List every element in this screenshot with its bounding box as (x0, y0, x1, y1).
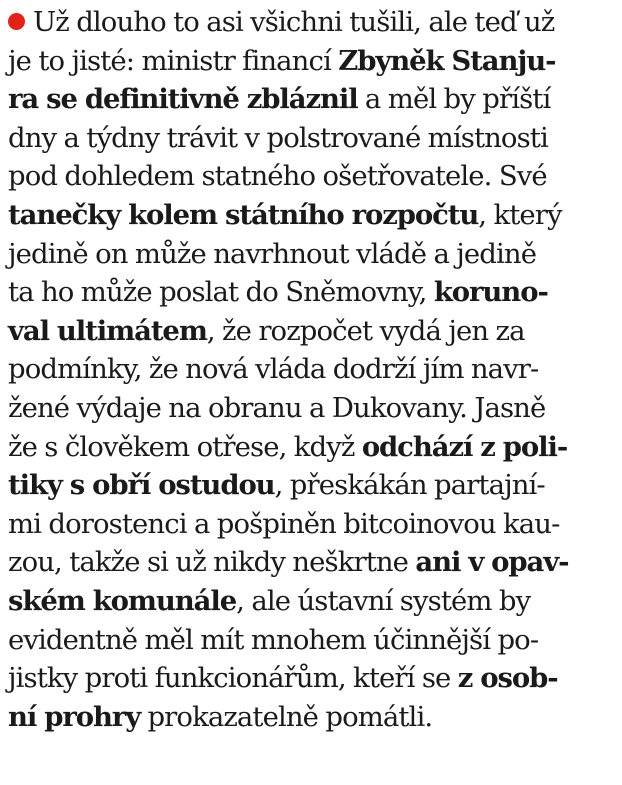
bold-text-segment: tiky s obří ostudou (8, 469, 275, 502)
red-dot-icon (8, 13, 25, 30)
bold-text-segment: val ultimátem (8, 314, 207, 347)
article-body (8, 3, 620, 736)
text-segment: , přeskákán partajní- (274, 469, 545, 502)
bold-text-segment: tanečky kolem státního rozpočtu (8, 198, 479, 231)
text-segment: dny a týdny trávit v polstrované místnosti (8, 121, 548, 154)
bold-text-segment: ském komunále (8, 584, 237, 617)
text-segment: zou, takže si už nikdy neškrtne (8, 546, 416, 579)
text-segment: pod dohledem statného ošetřovatele. Své (8, 160, 547, 193)
text-segment: jedině on může navrhnout vládě a jedině (8, 237, 537, 270)
text-line (8, 42, 620, 81)
text-segment: Už dlouho to asi všichni tušili, ale teď už (33, 6, 555, 38)
text-line (8, 3, 620, 42)
text-line (8, 505, 620, 544)
text-segment: , který (478, 198, 562, 231)
bold-text-segment: ra se definitivně zbláznil (8, 83, 358, 116)
text-line (8, 273, 620, 312)
text-segment: evidentně měl mít mnohem účinnější po- (8, 623, 539, 656)
text-segment: , ale ústavní systém by (236, 584, 531, 617)
bold-text-segment: odchází z poli- (361, 430, 568, 463)
text-segment: že s člověkem otřese, když (8, 430, 362, 463)
text-line (8, 621, 620, 660)
text-segment: podmínky, že nová vláda dodrží jím navr- (8, 353, 539, 386)
text-line (8, 350, 620, 389)
text-segment: a měl by příští (357, 83, 551, 116)
text-line (8, 312, 620, 351)
text-line (8, 196, 620, 235)
text-segment: prokazatelně pomátli. (140, 700, 433, 733)
text-line (8, 543, 620, 582)
text-segment: ta ho může poslat do Sněmovny, (8, 276, 434, 309)
text-line (8, 466, 620, 505)
text-segment: , že rozpočet vydá jen za (206, 314, 525, 347)
text-line (8, 698, 620, 737)
bold-text-segment: Zbyněk Stanju- (338, 44, 556, 77)
bold-text-segment: koruno- (433, 276, 548, 309)
text-segment: je to jisté: ministr financí (8, 44, 339, 77)
text-line (8, 119, 620, 158)
bold-text-segment: ní prohry (8, 700, 141, 733)
text-line (8, 659, 620, 698)
text-line (8, 235, 620, 274)
text-segment: žené výdaje na obranu a Dukovany. Jasně (8, 391, 546, 424)
text-line (8, 157, 620, 196)
bold-text-segment: ani v opav- (415, 546, 569, 579)
text-line (8, 80, 620, 119)
text-line (8, 582, 620, 621)
text-segment: mi dorostenci a pošpiněn bitcoinovou kau- (8, 507, 560, 540)
text-segment: jistky proti funkcionářům, kteří se (8, 662, 458, 695)
bold-text-segment: z osob- (457, 662, 558, 695)
text-line (8, 428, 620, 467)
text-line (8, 389, 620, 428)
